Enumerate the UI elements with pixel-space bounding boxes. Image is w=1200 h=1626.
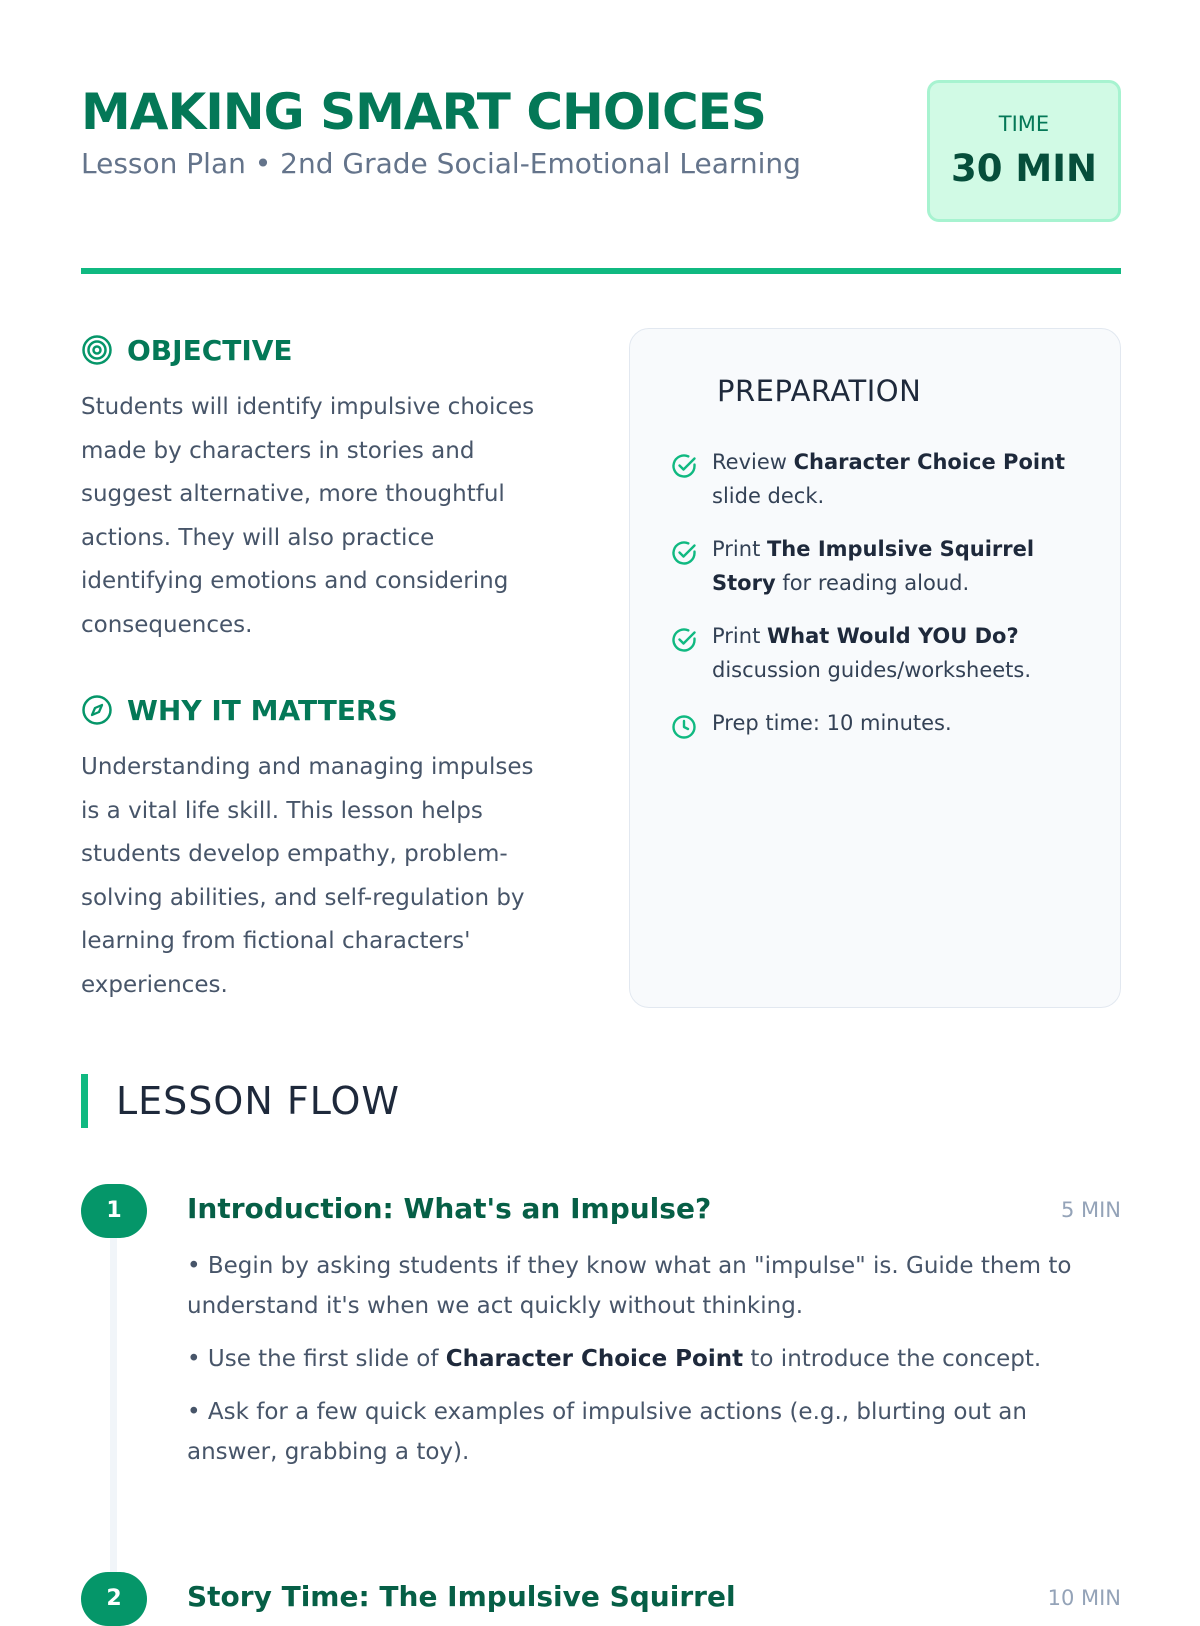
step-bullets <box>187 1246 1117 1485</box>
prep-item-text-bold: Character Choice Point <box>793 450 1066 474</box>
lesson-flow-title: LESSON FLOW <box>116 1079 400 1123</box>
prep-item-text-bold: The Impulsive Squirrel Story <box>712 537 1035 595</box>
step-bullet-text-bold: Character Choice Point <box>445 1346 744 1372</box>
prep-item-text-pre: Print <box>712 537 767 561</box>
objective-text: Students will identify impulsive choices made by characters in stories and suggest alternative, more thoughtful actions. They will also practice identifying emotions and considering consequences. <box>81 394 535 638</box>
prep-item <box>670 619 1100 687</box>
step-duration: 10 MIN <box>1047 1586 1121 1610</box>
clock-icon <box>670 713 698 741</box>
step-bullet-text: • Begin by asking students if they know what an "impulse" is. Guide them to understand it's when we act quickly without thinking. <box>187 1253 1072 1319</box>
step-title: Introduction: What's an Impulse? <box>187 1192 712 1225</box>
objective-heading-label: OBJECTIVE <box>127 333 293 367</box>
lesson-flow-heading <box>81 1074 400 1128</box>
prep-item <box>670 532 1100 600</box>
check-circle-icon <box>670 626 698 654</box>
page-subtitle: Lesson Plan • 2nd Grade Social-Emotional Learning <box>81 147 801 180</box>
prep-item-text-pre: Review <box>712 450 794 474</box>
prep-item-text-pre: Prep time: 10 minutes. <box>712 711 952 735</box>
check-circle-icon <box>670 539 698 567</box>
lesson-plan-page <box>81 0 1121 1613</box>
time-badge <box>927 80 1121 222</box>
step-bullet <box>187 1392 1117 1472</box>
objective-heading <box>81 330 293 370</box>
prep-item-text-post: slide deck. <box>712 484 825 508</box>
time-value: 30 MIN <box>951 147 1097 190</box>
compass-icon <box>81 694 113 726</box>
prep-item <box>670 445 1100 513</box>
step-bullet-text: • Ask for a few quick examples of impulsive actions (e.g., blurting out an answer, grabbing a toy). <box>187 1399 1027 1465</box>
target-icon <box>81 334 113 366</box>
prep-item-text-post: discussion guides/worksheets. <box>712 658 1032 682</box>
step-title: Story Time: The Impulsive Squirrel <box>187 1580 736 1613</box>
prep-item-text-bold: What Would YOU Do? <box>766 624 1019 648</box>
header <box>81 80 1121 230</box>
time-label: TIME <box>998 112 1050 136</box>
why-it-matters-text: Understanding and managing impulses is a vital life skill. This lesson helps students develop empathy, problem-solving abilities, and self-regulation by learning from fictional characters' experiences. <box>81 754 534 998</box>
prep-item-text-post: for reading aloud. <box>775 571 970 595</box>
step-bullet-text-post: to introduce the concept. <box>743 1346 1042 1372</box>
step-timeline-line <box>110 1238 117 1578</box>
page-title: MAKING SMART CHOICES <box>81 83 766 141</box>
prep-item-text-pre: Print <box>712 624 767 648</box>
step-duration: 5 MIN <box>1060 1198 1121 1222</box>
prep-item <box>670 706 1100 740</box>
why-it-matters-heading-label: WHY IT MATTERS <box>127 693 398 727</box>
step-bullet <box>187 1339 1117 1379</box>
step-number-badge: 2 <box>81 1572 147 1626</box>
preparation-card <box>629 328 1121 1008</box>
step-number-badge: 1 <box>81 1184 147 1238</box>
step-bullet <box>187 1246 1117 1326</box>
preparation-title: PREPARATION <box>717 374 922 408</box>
preparation-list <box>670 445 1100 759</box>
header-divider <box>81 268 1121 274</box>
why-it-matters-heading <box>81 690 398 730</box>
lesson-flow-accent-bar <box>81 1074 88 1128</box>
check-circle-icon <box>670 452 698 480</box>
step-bullet-text-pre: • Use the first slide of <box>187 1346 446 1372</box>
